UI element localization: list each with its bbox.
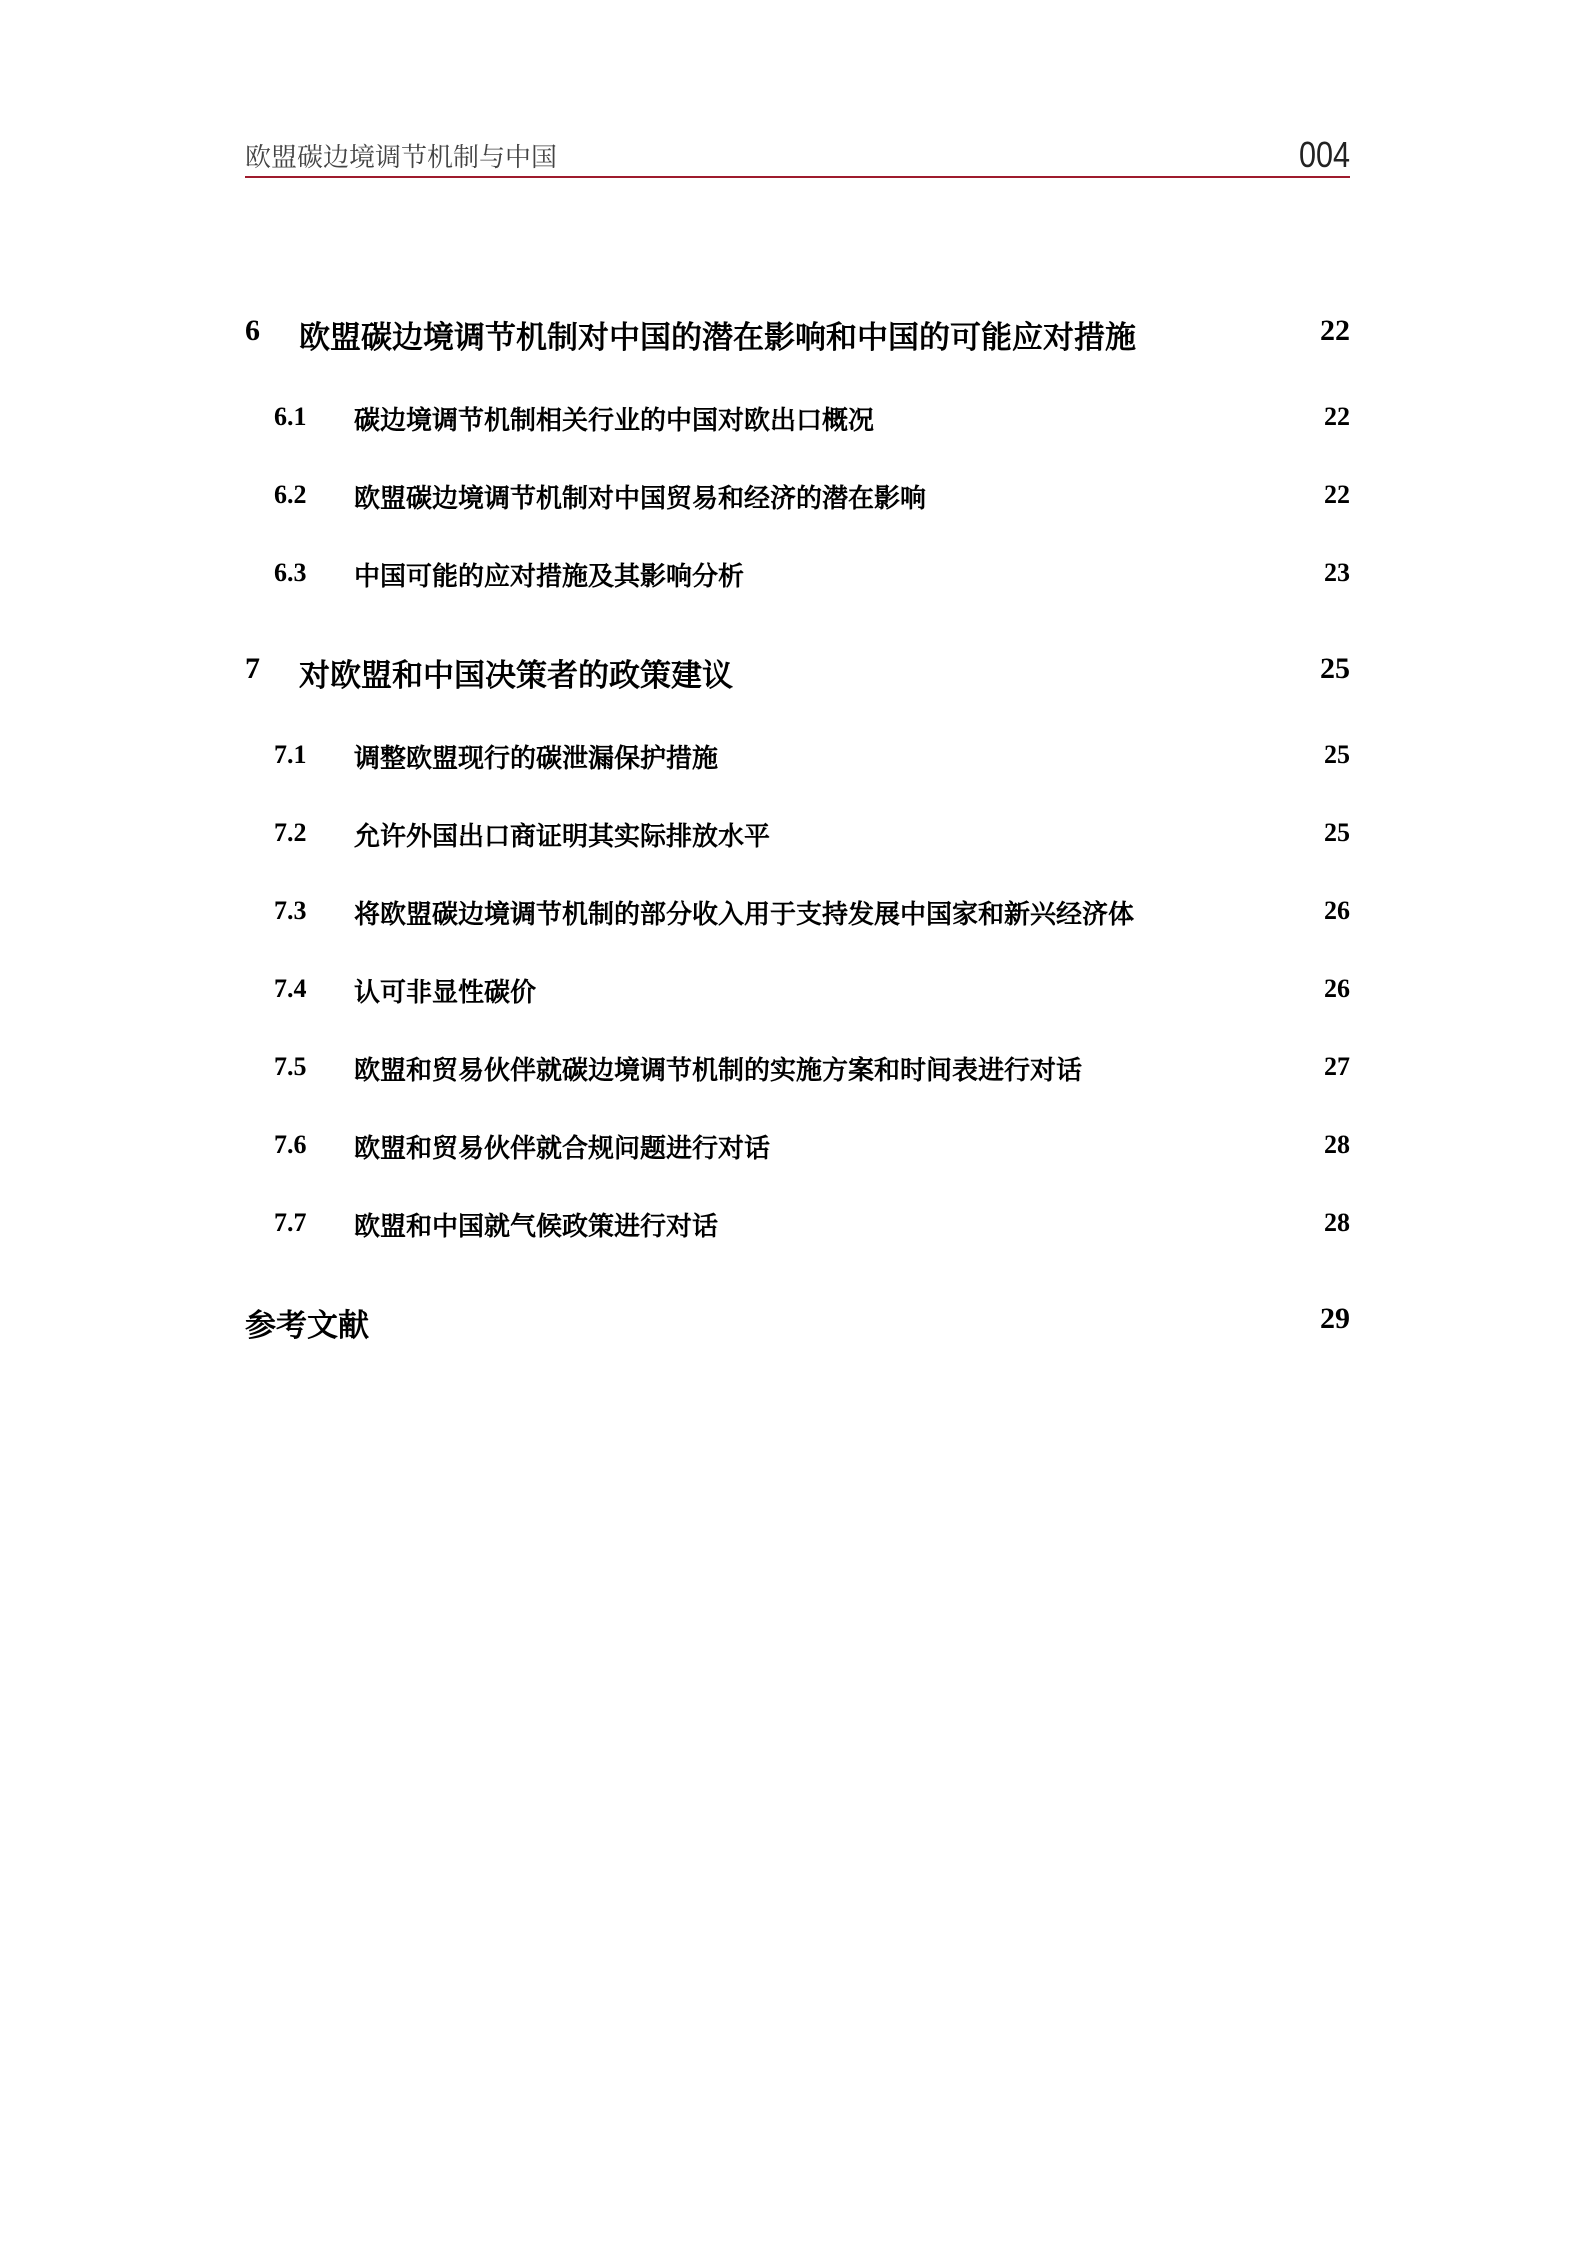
toc-label: 欧盟和贸易伙伴就碳边境调节机制的实施方案和时间表进行对话: [354, 1056, 1083, 1086]
toc-page: 26: [1324, 896, 1350, 925]
toc-page: 25: [1324, 818, 1350, 847]
toc-label: 欧盟和中国就气候政策进行对话: [354, 1212, 719, 1242]
toc-page: 23: [1324, 558, 1350, 587]
toc-section-6-3[interactable]: [245, 552, 1350, 596]
toc-chapter-6[interactable]: [245, 310, 1350, 354]
toc-page: 25: [1320, 652, 1350, 685]
toc-page: 22: [1324, 402, 1350, 431]
toc-references[interactable]: [245, 1298, 1350, 1342]
toc-page: 28: [1324, 1130, 1350, 1159]
toc-label: 允许外国出口商证明其实际排放水平: [354, 822, 771, 852]
toc-page: 26: [1324, 974, 1350, 1003]
toc-label: 欧盟和贸易伙伴就合规问题进行对话: [354, 1134, 771, 1164]
page-number: 004: [1298, 134, 1350, 175]
toc-number: 6: [245, 314, 260, 347]
toc-section-7-2[interactable]: [245, 812, 1350, 856]
toc-number: 7.6: [274, 1130, 307, 1159]
toc-label: 欧盟碳边境调节机制对中国的潜在影响和中国的可能应对措施: [299, 320, 1136, 356]
toc-number: 7.4: [274, 974, 307, 1003]
toc-label: 对欧盟和中国决策者的政策建议: [299, 658, 733, 694]
toc-number: 7: [245, 652, 260, 685]
toc-number: 7.3: [274, 896, 307, 925]
toc-page: 29: [1320, 1302, 1350, 1335]
toc-section-7-6[interactable]: [245, 1124, 1350, 1168]
toc-number: 6.1: [274, 402, 307, 431]
toc-label: 认可非显性碳价: [354, 978, 537, 1008]
toc-page: 22: [1324, 480, 1350, 509]
toc-section-6-2[interactable]: [245, 474, 1350, 518]
toc-label: 将欧盟碳边境调节机制的部分收入用于支持发展中国家和新兴经济体: [354, 900, 1135, 930]
toc-label: 参考文献: [245, 1308, 369, 1344]
toc-section-7-4[interactable]: [245, 968, 1350, 1012]
toc-label: 调整欧盟现行的碳泄漏保护措施: [354, 744, 719, 774]
toc-number: 7.5: [274, 1052, 307, 1081]
toc-label: 中国可能的应对措施及其影响分析: [354, 562, 745, 592]
header-divider: [245, 176, 1350, 178]
toc-section-7-5[interactable]: [245, 1046, 1350, 1090]
toc-number: 7.2: [274, 818, 307, 847]
toc-page: 25: [1324, 740, 1350, 769]
toc-section-7-1[interactable]: [245, 734, 1350, 778]
toc-number: 6.3: [274, 558, 307, 587]
running-title: 欧盟碳边境调节机制与中国: [245, 143, 558, 173]
toc-page: 22: [1320, 314, 1350, 347]
toc-number: 7.1: [274, 740, 307, 769]
toc-label: 欧盟碳边境调节机制对中国贸易和经济的潜在影响: [354, 484, 927, 514]
toc-page: 27: [1324, 1052, 1350, 1081]
toc-section-7-7[interactable]: [245, 1202, 1350, 1246]
toc-number: 6.2: [274, 480, 307, 509]
toc-page: 28: [1324, 1208, 1350, 1237]
toc-section-7-3[interactable]: [245, 890, 1350, 934]
page-header: [245, 126, 1350, 178]
toc-number: 7.7: [274, 1208, 307, 1237]
toc-chapter-7[interactable]: [245, 648, 1350, 692]
toc-label: 碳边境调节机制相关行业的中国对欧出口概况: [354, 406, 875, 436]
toc-section-6-1[interactable]: [245, 396, 1350, 440]
